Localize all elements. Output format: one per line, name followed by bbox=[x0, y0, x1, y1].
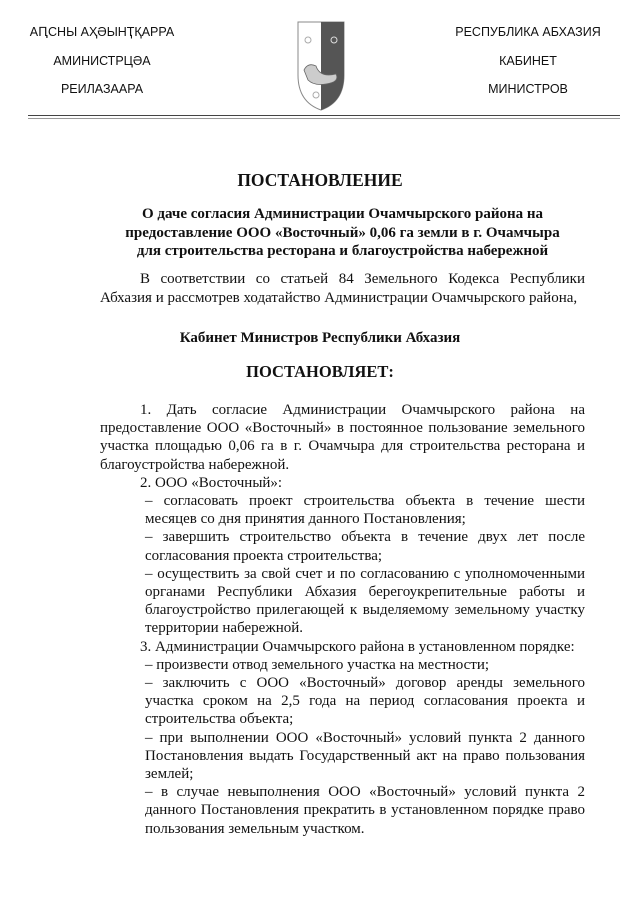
item-3-sub: – при выполнении ООО «Восточный» условий пункта 2 данного Постановления выдать Государственный акт на право пользования землей; bbox=[145, 729, 585, 783]
document-title: ПОСТАНОВЛЕНИЕ bbox=[237, 170, 403, 190]
item-3: 3. Администрации Очамчырского района в установленном порядке: bbox=[140, 638, 575, 655]
header-right-line: МИНИСТРОВ bbox=[488, 82, 568, 96]
item-2-sub: – согласовать проект строительства объекта в течение шести месяцев со дня принятия данного Постановления; bbox=[145, 493, 585, 528]
item-3-sub: – заключить с ООО «Восточный» договор аренды земельного участка сроком на 2,5 года на период согласования проекта и строительства объекта; bbox=[145, 675, 585, 728]
header-left bbox=[2, 0, 202, 104]
subtitle-line: О даче согласия Администрации Очамчырского района на bbox=[141, 206, 544, 222]
item-2-sub: – осуществить за свой счет и по согласованию с уполномоченными органами Республики Абхазия берегоукрепительные работы и благоустройство прилегающей к выделяемому земельному участку территории набережной. bbox=[145, 565, 585, 637]
item-3-sub: – в случае невыполнения ООО «Восточный» условий пункта 2 данного Постановления прекратить в установленном порядке право пользования земельным участком. bbox=[145, 784, 585, 837]
document-body bbox=[100, 401, 585, 838]
item-2: 2. ООО «Восточный»: bbox=[140, 474, 283, 491]
header-left-line: РЕИЛАЗААРА bbox=[60, 82, 144, 96]
header-right bbox=[428, 0, 628, 104]
header-divider bbox=[28, 115, 620, 116]
item-1: 1. Дать согласие Администрации Очамчырского района на предоставление ООО «Восточный» в постоянное пользование земельного участка площадью 0,06 га в г. Очамчыра для строительства ресторана и благоустройства набережной. bbox=[100, 402, 585, 473]
item-2-sub: – завершить строительство объекта в течение двух лет после согласования проекта строительства; bbox=[145, 529, 585, 564]
decree-heading: ПОСТАНОВЛЯЕТ: bbox=[246, 362, 394, 381]
document-subtitle bbox=[100, 205, 585, 261]
header-right-line: РЕСПУБЛИКА АБХАЗИЯ bbox=[455, 25, 601, 39]
item-3-sub: – произвести отвод земельного участка на местности; bbox=[145, 656, 490, 673]
subtitle-line: для строительства ресторана и благоустройства набережной bbox=[136, 243, 549, 259]
subtitle-line: предоставление ООО «Восточный» 0,06 га земли в г. Очамчыра bbox=[125, 224, 560, 241]
header-left-line: АԤСНЫ АҲӘЫНҬҚАРРА bbox=[29, 25, 175, 39]
header-left-line: АМИНИСТРЦӘА bbox=[53, 53, 151, 68]
header-right-line: КАБИНЕТ bbox=[499, 53, 557, 68]
intro-paragraph: В соответствии со статьей 84 Земельного Кодекса Республики Абхазия и рассмотрев ходатайство Администрации Очамчырского района, bbox=[100, 271, 585, 306]
coat-of-arms-icon bbox=[296, 20, 346, 112]
header-divider bbox=[28, 118, 620, 119]
issuer: Кабинет Министров Республики Абхазия bbox=[179, 330, 461, 346]
